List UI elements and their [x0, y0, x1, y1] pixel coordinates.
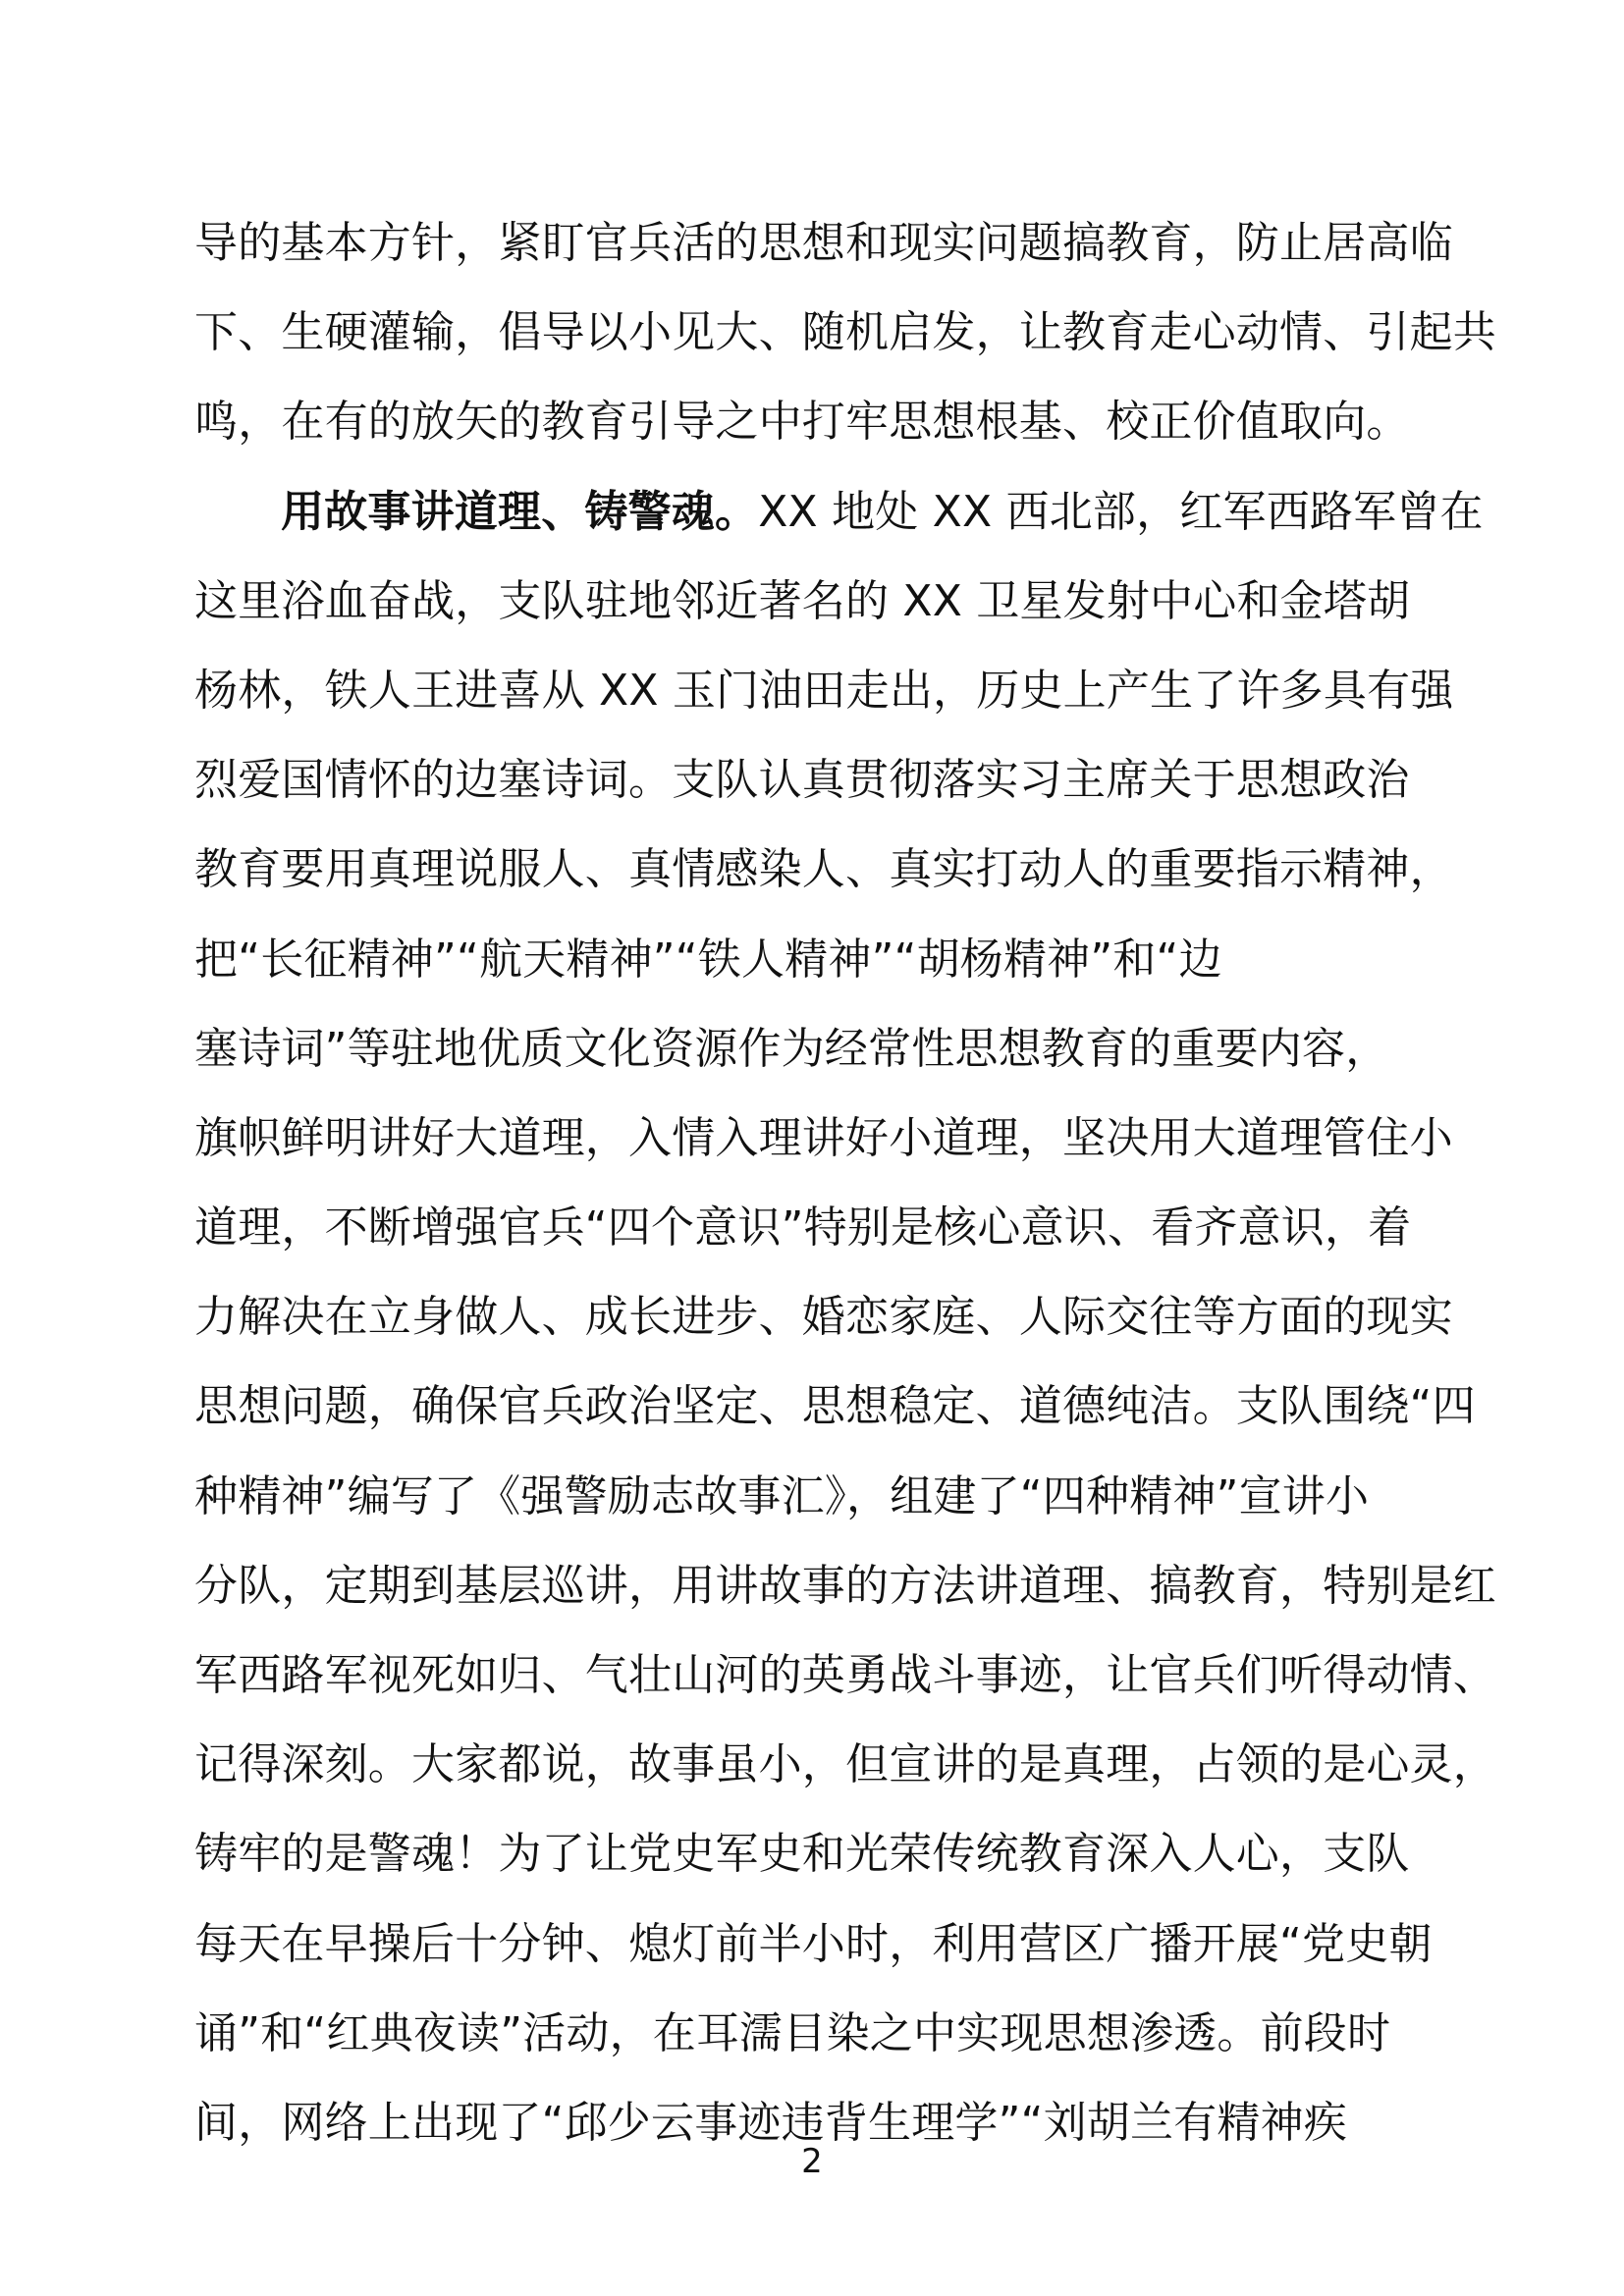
- paragraph-2-line-2: 这里浴血奋战，支队驻地邻近著名的 XX 卫星发射中心和金塔胡: [194, 575, 1411, 626]
- paragraph-2-heading: 用故事讲道理、铸警魂。: [281, 486, 759, 537]
- paragraph-1-line-2: 下、生硬灌输，倡导以小见大、随机启发，让教育走心动情、引起共: [194, 307, 1496, 358]
- paragraph-2-line-5: 教育要用真理说服人、真情感染人、真实打动人的重要指示精神，: [194, 844, 1453, 895]
- paragraph-2-line-11: 思想问题，确保官兵政治坚定、思想稳定、道德纯洁。支队围绕“四: [194, 1381, 1476, 1432]
- body-text: [194, 198, 1496, 2167]
- paragraph-2-line-19: 间，网络上出现了“邱少云事迹违背生理学”“刘胡兰有精神疾: [194, 2097, 1347, 2148]
- paragraph-2-line-8: 旗帜鲜明讲好大道理，入情入理讲好小道理，坚决用大道理管住小: [194, 1112, 1453, 1163]
- paragraph-2-line-3: 杨林，铁人王进喜从 XX 玉门油田走出，历史上产生了许多具有强: [194, 665, 1454, 716]
- paragraph-2-line-4: 烈爱国情怀的边塞诗词。支队认真贯彻落实习主席关于思想政治: [194, 755, 1410, 806]
- paragraph-2-line-10: 力解决在立身做人、成长进步、婚恋家庭、人际交往等方面的现实: [194, 1292, 1453, 1343]
- paragraph-2-line-16: 铸牢的是警魂！为了让党史军史和光荣传统教育深入人心，支队: [194, 1829, 1410, 1880]
- paragraph-2-line-14: 军西路军视死如归、气壮山河的英勇战斗事迹，让官兵们听得动情、: [194, 1650, 1496, 1700]
- paragraph-2-line-17: 每天在早操后十分钟、熄灯前半小时，利用营区广播开展“党史朝: [194, 1918, 1433, 1969]
- paragraph-2-first-line-text: XX 地处 XX 西北部，红军西路军曾在: [758, 486, 1484, 537]
- paragraph-2-line-15: 记得深刻。大家都说，故事虽小，但宣讲的是真理，占领的是心灵，: [194, 1739, 1496, 1790]
- paragraph-2-line-6: 把“长征精神”“航天精神”“铁人精神”“胡杨精神”和“边: [194, 934, 1222, 985]
- paragraph-2-line-9: 道理，不断增强官兵“四个意识”特别是核心意识、看齐意识，着: [194, 1202, 1412, 1254]
- paragraph-2-line-1: [194, 467, 1484, 557]
- paragraph-1-line-1: 导的基本方针，紧盯官兵活的思想和现实问题搞教育，防止居高临: [194, 218, 1453, 268]
- paragraph-2-line-12: 种精神”编写了《强警励志故事汇》，组建了“四种精神”宣讲小: [194, 1470, 1370, 1522]
- paragraph-1-line-3: 鸣，在有的放矢的教育引导之中打牢思想根基、校正价值取向。: [194, 397, 1410, 448]
- paragraph-2-line-18: 诵”和“红典夜读”活动，在耳濡目染之中实现思想渗透。前段时: [194, 2007, 1391, 2058]
- page-number: 2: [801, 2142, 823, 2181]
- paragraph-2-line-13: 分队，定期到基层巡讲，用讲故事的方法讲道理、搞教育，特别是红: [194, 1560, 1496, 1611]
- paragraph-2-line-7: 塞诗词”等驻地优质文化资源作为经常性思想教育的重要内容，: [194, 1023, 1389, 1074]
